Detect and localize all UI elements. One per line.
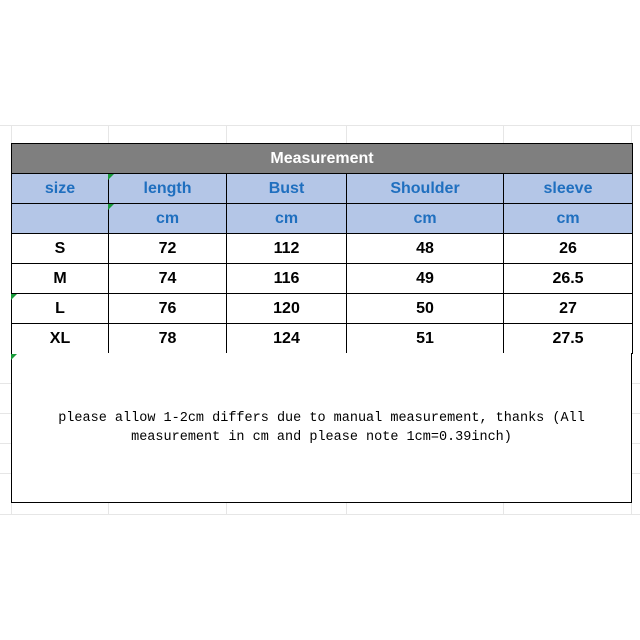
- cell-size[interactable]: S: [12, 234, 109, 264]
- header-length[interactable]: length: [109, 174, 227, 204]
- cell-length[interactable]: 72: [109, 234, 227, 264]
- table-row: [12, 234, 633, 264]
- table-row: [12, 294, 633, 324]
- unit-row: [12, 204, 633, 234]
- note-line-1: please allow 1-2cm differs due to manual measurement, thanks (All: [58, 410, 585, 426]
- cell-sleeve[interactable]: 26.5: [504, 264, 633, 294]
- cell-sleeve[interactable]: 26: [504, 234, 633, 264]
- header-bust[interactable]: Bust: [227, 174, 347, 204]
- unit-length[interactable]: cm: [109, 204, 227, 234]
- gridline: [0, 514, 640, 515]
- cell-shoulder[interactable]: 49: [347, 264, 504, 294]
- unit-bust[interactable]: cm: [227, 204, 347, 234]
- cell-size[interactable]: L: [12, 294, 109, 324]
- cell-shoulder[interactable]: 48: [347, 234, 504, 264]
- cell-length[interactable]: 74: [109, 264, 227, 294]
- comment-marker-icon[interactable]: [108, 204, 114, 210]
- cell-bust[interactable]: 120: [227, 294, 347, 324]
- measurement-sheet: [11, 143, 632, 503]
- measurement-table: [11, 143, 633, 354]
- cell-shoulder[interactable]: 50: [347, 294, 504, 324]
- cell-size[interactable]: XL: [12, 324, 109, 354]
- cell-size[interactable]: M: [12, 264, 109, 294]
- header-row: [12, 174, 633, 204]
- table-row: [12, 324, 633, 354]
- cell-bust[interactable]: 116: [227, 264, 347, 294]
- unit-size[interactable]: [12, 204, 109, 234]
- measurement-note: [42, 409, 602, 447]
- title-row: [12, 144, 633, 174]
- cell-sleeve[interactable]: 27: [504, 294, 633, 324]
- gridline: [0, 125, 640, 126]
- cell-bust[interactable]: 112: [227, 234, 347, 264]
- unit-shoulder[interactable]: cm: [347, 204, 504, 234]
- table-row: [12, 264, 633, 294]
- cell-sleeve[interactable]: 27.5: [504, 324, 633, 354]
- unit-sleeve[interactable]: cm: [504, 204, 633, 234]
- cell-length[interactable]: 78: [109, 324, 227, 354]
- note-line-2: measurement in cm and please note 1cm=0.39inch): [131, 429, 512, 445]
- cell-shoulder[interactable]: 51: [347, 324, 504, 354]
- cell-length[interactable]: 76: [109, 294, 227, 324]
- comment-marker-icon[interactable]: [11, 294, 17, 300]
- comment-marker-icon[interactable]: [108, 174, 114, 180]
- cell-bust[interactable]: 124: [227, 324, 347, 354]
- note-cell[interactable]: [11, 353, 632, 503]
- comment-marker-icon[interactable]: [11, 354, 17, 360]
- header-size[interactable]: size: [12, 174, 109, 204]
- header-shoulder[interactable]: Shoulder: [347, 174, 504, 204]
- table-title[interactable]: Measurement: [12, 144, 633, 174]
- header-sleeve[interactable]: sleeve: [504, 174, 633, 204]
